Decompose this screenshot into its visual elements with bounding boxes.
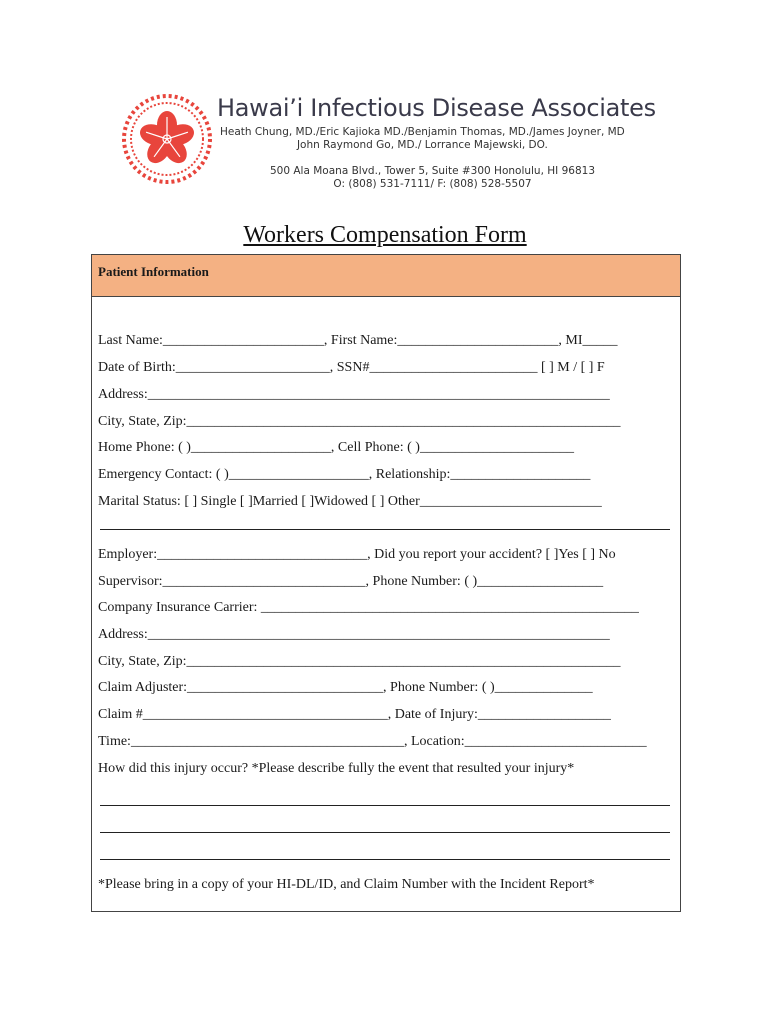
employer-address-row[interactable]: Address:__________________________________________________________________	[98, 627, 610, 642]
emergency-contact-row[interactable]: Emergency Contact: ( )____________________, Relationship:____________________	[98, 467, 591, 482]
form-title: Workers Compensation Form	[243, 222, 527, 248]
footer-note: *Please bring in a copy of your HI-DL/ID, and Claim Number with the Incident Report*	[98, 877, 595, 892]
doctors-line-1: Heath Chung, MD./Eric Kajioka MD./Benjamin Thomas, MD./James Joyner, MD	[220, 126, 625, 138]
marital-status-row[interactable]: Marital Status: [ ] Single [ ]Married [ ]Widowed [ ] Other__________________________	[98, 494, 602, 509]
phone-row[interactable]: Home Phone: ( )____________________, Cell Phone: ( )______________________	[98, 440, 574, 455]
employer-row[interactable]: Employer:______________________________, Did you report your accident? [ ]Yes [ ] No	[98, 547, 616, 562]
section-header-patient-information: Patient Information	[92, 255, 680, 297]
claim-number-row[interactable]: Claim #___________________________________, Date of Injury:___________________	[98, 707, 611, 722]
name-field-row[interactable]: Last Name:_______________________, First Name:_______________________, MI_____	[98, 333, 618, 348]
address-row[interactable]: Address:__________________________________________________________________	[98, 387, 610, 402]
doctors-list	[220, 126, 625, 152]
insurance-carrier-row[interactable]: Company Insurance Carrier: ______________________________________________________	[98, 600, 639, 615]
injury-description-line[interactable]	[100, 832, 670, 833]
supervisor-row[interactable]: Supervisor:_____________________________, Phone Number: ( )__________________	[98, 574, 604, 589]
injury-description-line[interactable]	[100, 859, 670, 860]
letterhead	[120, 92, 680, 202]
injury-description-line[interactable]	[100, 805, 670, 806]
blank-line[interactable]	[100, 529, 670, 530]
city-state-zip-row[interactable]: City, State, Zip:______________________________________________________________	[98, 414, 621, 429]
address-line-2: O: (808) 531-7111/ F: (808) 528-5507	[333, 178, 532, 190]
address-line-1: 500 Ala Moana Blvd., Tower 5, Suite #300 Honolulu, HI 96813	[270, 165, 595, 177]
patient-information-form	[91, 254, 681, 912]
doctors-line-2: John Raymond Go, MD./ Lorrance Majewski, DO.	[296, 139, 548, 151]
employer-city-state-zip-row[interactable]: City, State, Zip:______________________________________________________________	[98, 654, 621, 669]
injury-description-prompt: How did this injury occur? *Please describe fully the event that resulted your injury*	[98, 761, 575, 776]
claim-adjuster-row[interactable]: Claim Adjuster:____________________________, Phone Number: ( )______________	[98, 680, 593, 695]
hibiscus-logo-icon	[120, 92, 214, 186]
dob-ssn-sex-row[interactable]: Date of Birth:______________________, SSN#________________________ [ ] M / [ ] F	[98, 360, 605, 375]
org-address	[270, 165, 595, 191]
time-location-row[interactable]: Time:_______________________________________, Location:__________________________	[98, 734, 647, 749]
org-name: Hawai’i Infectious Disease Associates	[217, 94, 656, 122]
